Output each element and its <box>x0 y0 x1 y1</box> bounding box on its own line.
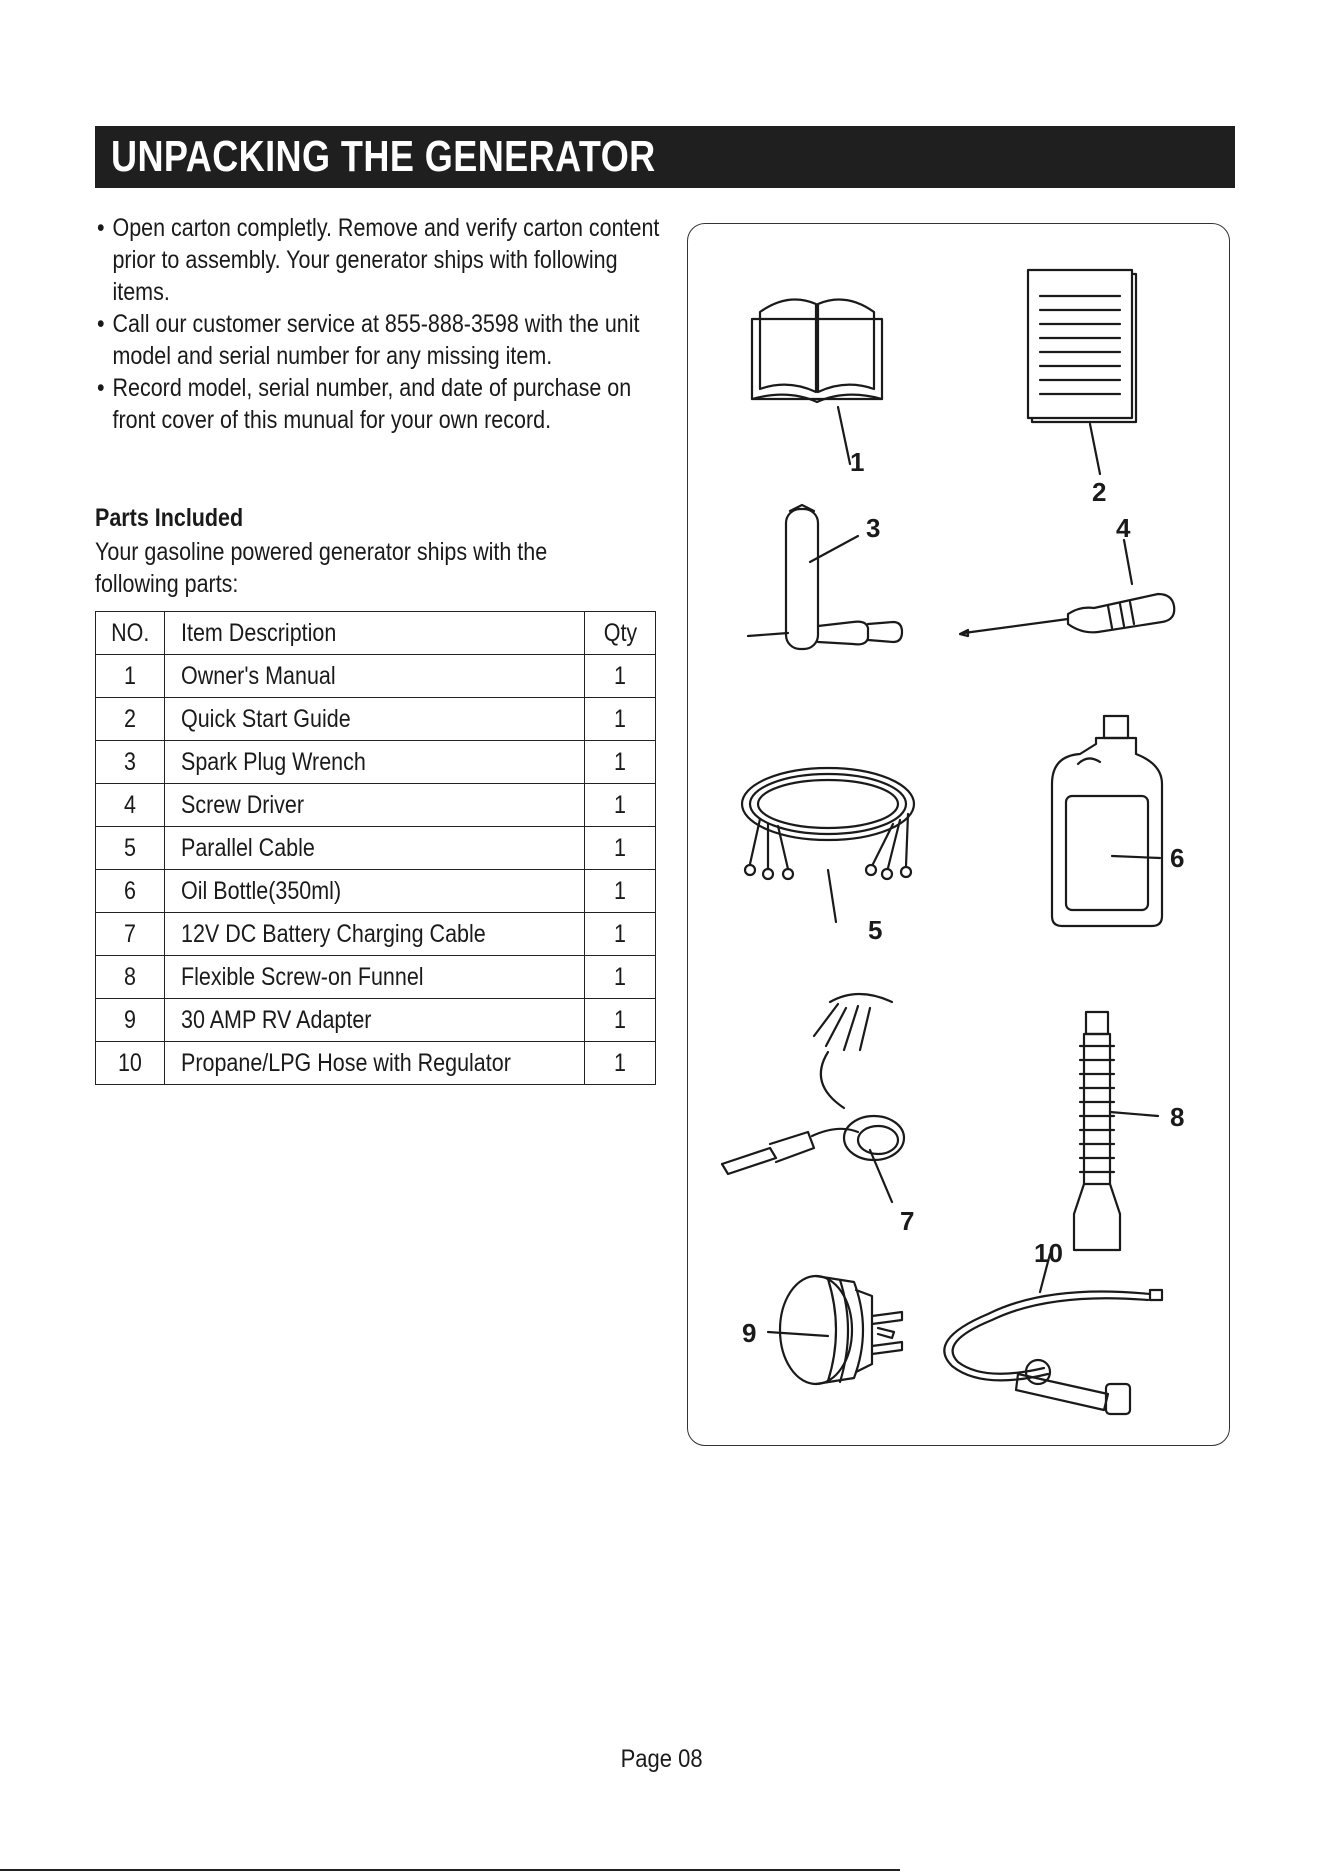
instruction-item: • Open carton completly. Remove and verify carton content prior to assembly. Your generator ships with following items. <box>97 214 660 306</box>
cell-desc: Flexible Screw-on Funnel <box>165 956 585 999</box>
cell-no: 7 <box>96 913 165 956</box>
callout-2: 2 <box>1092 477 1107 507</box>
instruction-item: • Record model, serial number, and date of purchase on front cover of this munual for your own record. <box>97 374 632 434</box>
cell-desc: Owner's Manual <box>165 655 585 698</box>
owners-manual-illustration <box>752 300 882 465</box>
parallel-cable-illustration <box>742 768 914 922</box>
parts-illustration <box>688 224 1229 1445</box>
callout-6: 6 <box>1170 843 1185 873</box>
table-row <box>96 913 656 956</box>
cell-desc: Quick Start Guide <box>165 698 585 741</box>
section-header <box>95 126 1235 188</box>
cell-no: 8 <box>96 956 165 999</box>
cell-qty: 1 <box>585 913 656 956</box>
page-number: Page 08 <box>621 1745 703 1773</box>
table-row <box>96 956 656 999</box>
table-row <box>96 870 656 913</box>
screw-driver-illustration <box>960 540 1174 636</box>
cell-desc: 12V DC Battery Charging Cable <box>165 913 585 956</box>
callout-8: 8 <box>1170 1102 1185 1132</box>
instruction-item: • Call our customer service at 855-888-3598 with the unit model and serial number for any missing item. <box>97 310 640 370</box>
column-header-qty: Qty <box>585 612 656 655</box>
cell-qty: 1 <box>585 784 656 827</box>
cell-no: 2 <box>96 698 165 741</box>
oil-bottle-illustration <box>1052 716 1162 926</box>
cell-no: 5 <box>96 827 165 870</box>
cell-desc: 30 AMP RV Adapter <box>165 999 585 1042</box>
cell-desc: Parallel Cable <box>165 827 585 870</box>
table-row <box>96 698 656 741</box>
page-title: UNPACKING THE GENERATOR <box>111 132 656 181</box>
cell-no: 4 <box>96 784 165 827</box>
column-header-no: NO. <box>96 612 165 655</box>
table-row <box>96 827 656 870</box>
callout-9: 9 <box>742 1318 757 1348</box>
column-header-desc: Item Description <box>165 612 585 655</box>
cell-desc: Screw Driver <box>165 784 585 827</box>
cell-qty: 1 <box>585 655 656 698</box>
cell-qty: 1 <box>585 827 656 870</box>
callout-1: 1 <box>850 447 865 477</box>
parts-intro: Your gasoline powered generator ships with the following parts: <box>95 538 548 598</box>
cell-no: 1 <box>96 655 165 698</box>
table-row <box>96 784 656 827</box>
bottom-divider <box>0 1869 900 1871</box>
table-row <box>96 1042 656 1085</box>
quick-start-guide-illustration <box>1028 270 1136 474</box>
cell-no: 9 <box>96 999 165 1042</box>
cell-no: 3 <box>96 741 165 784</box>
callout-4: 4 <box>1116 513 1131 543</box>
parts-illustration-panel <box>687 223 1230 1446</box>
cell-qty: 1 <box>585 741 656 784</box>
bullet-icon: • <box>97 310 105 338</box>
propane-hose-illustration <box>944 1254 1162 1414</box>
cell-desc: Propane/LPG Hose with Regulator <box>165 1042 585 1085</box>
cell-no: 6 <box>96 870 165 913</box>
table-header-row <box>96 612 656 655</box>
cell-qty: 1 <box>585 1042 656 1085</box>
callout-7: 7 <box>900 1206 915 1236</box>
instructions-list <box>97 212 660 436</box>
cell-qty: 1 <box>585 999 656 1042</box>
rv-adapter-illustration <box>768 1276 902 1384</box>
table-row <box>96 655 656 698</box>
callout-5: 5 <box>868 915 883 945</box>
table-row <box>96 999 656 1042</box>
parts-table <box>95 611 656 1085</box>
bullet-icon: • <box>97 374 105 402</box>
flexible-funnel-illustration <box>1074 1012 1158 1250</box>
table-row <box>96 741 656 784</box>
cell-qty: 1 <box>585 870 656 913</box>
battery-charging-cable-illustration <box>722 994 904 1202</box>
cell-desc: Oil Bottle(350ml) <box>165 870 585 913</box>
cell-desc: Spark Plug Wrench <box>165 741 585 784</box>
cell-qty: 1 <box>585 698 656 741</box>
cell-qty: 1 <box>585 956 656 999</box>
parts-heading: Parts Included <box>95 504 244 532</box>
callout-10: 10 <box>1034 1238 1063 1268</box>
callout-3: 3 <box>866 513 881 543</box>
bullet-icon: • <box>97 214 105 242</box>
cell-no: 10 <box>96 1042 165 1085</box>
